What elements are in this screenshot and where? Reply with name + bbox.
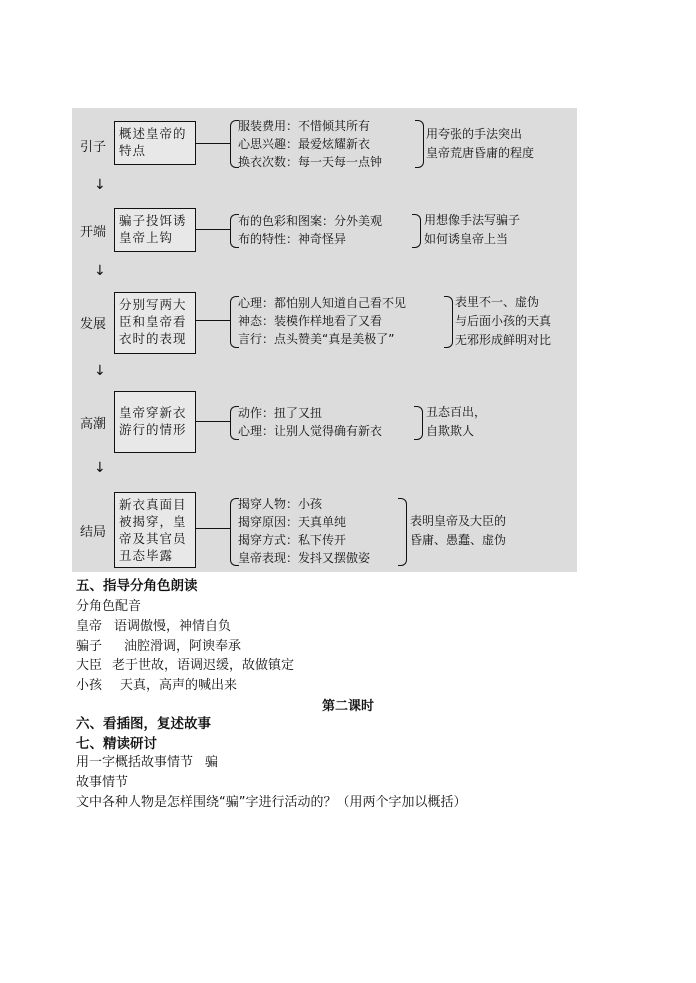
detail-item: 揭穿人物：小孩: [238, 497, 323, 511]
stage-details: [238, 212, 382, 248]
section-6-heading: 六、看插图，复述故事: [76, 716, 211, 732]
role-desc: 油腔滑调，阿谀奉承: [124, 639, 242, 654]
detail-item: 动作：扭了又扭: [238, 406, 323, 420]
summary-line: 用想像手法写骗子: [424, 213, 521, 227]
connector-line: [196, 421, 230, 422]
summary-line: 皇帝荒唐昏庸的程度: [426, 146, 535, 160]
role-desc: 语调傲慢，神情自负: [114, 619, 232, 634]
summary-line: 无邪形成鲜明对比: [455, 333, 552, 347]
stage-details: [238, 117, 382, 171]
summarize-prompt: 用一字概括故事情节: [76, 755, 194, 770]
stage-summary: [424, 211, 520, 249]
role-name: 骗子: [76, 639, 103, 654]
role-line: [76, 656, 294, 676]
detail-item: 揭穿方式：私下传开: [238, 533, 347, 547]
stage-summary: [410, 512, 506, 550]
connector-line: [196, 320, 230, 321]
stage-label: 发展: [80, 317, 107, 332]
detail-item: 布的色彩和图案：分外美观: [238, 214, 383, 228]
summary-line: 表里不一、虚伪: [455, 295, 540, 309]
section-5-subtitle: 分角色配音: [76, 599, 142, 614]
stage-box: 骗子投饵诱皇帝上钩: [114, 208, 196, 252]
detail-item: 换衣次数：每一天每一点钟: [238, 155, 383, 169]
stage-box: 皇帝穿新衣游行的情形: [114, 391, 196, 453]
summary-line: 与后面小孩的天真: [455, 314, 552, 328]
summary-line: 自欺欺人: [426, 424, 475, 438]
stage-label: 引子: [80, 140, 107, 155]
detail-item: 服装费用：不惜倾其所有: [238, 119, 371, 133]
brace: [412, 214, 421, 248]
detail-item: 心思兴趣：最爱炫耀新衣: [238, 137, 371, 151]
role-line: [76, 617, 231, 637]
stage-summary: [426, 403, 486, 441]
stage-box: 分别写两大臣和皇帝看衣时的表现: [114, 292, 196, 354]
stage-details: [238, 495, 370, 567]
summary-line: 如何诱皇帝上当: [424, 232, 509, 246]
role-name: 皇帝: [76, 619, 103, 634]
stage-label: 结局: [80, 525, 107, 540]
detail-item: 心理：都怕别人知道自己看不见: [238, 296, 407, 310]
connector-line: [196, 528, 230, 529]
summarize-line: [76, 753, 218, 773]
role-desc: 天真，高声的喊出来: [120, 678, 238, 693]
stage-summary: [426, 125, 534, 163]
detail-item: 揭穿原因：天真单纯: [238, 515, 347, 529]
detail-item: 心理：让别人觉得确有新衣: [238, 424, 383, 438]
summary-line: 表明皇帝及大臣的: [410, 514, 507, 528]
stage-details: [238, 294, 406, 348]
plot-label: 故事情节: [76, 775, 129, 790]
brace: [414, 406, 423, 440]
summary-line: 昏庸、愚蠢、虚伪: [410, 533, 507, 547]
summary-line: 丑态百出，: [426, 405, 487, 419]
connector-line: [196, 229, 230, 230]
down-arrow-icon: ↓: [94, 263, 106, 279]
stage-summary: [455, 293, 551, 350]
story-structure-diagram: [72, 108, 577, 572]
stage-box: 新衣真面目被揭穿，皇帝及其官员丑态毕露: [114, 492, 196, 568]
detail-item: 皇帝表现：发抖又摆傲姿: [238, 551, 371, 565]
stage-label: 高潮: [80, 417, 107, 432]
down-arrow-icon: ↓: [94, 363, 106, 379]
role-desc: 老于世故，语调迟缓，故做镇定: [112, 658, 295, 673]
detail-item: 神态：装模作样地看了又看: [238, 314, 383, 328]
summary-line: 用夸张的手法突出: [426, 127, 523, 141]
down-arrow-icon: ↓: [94, 177, 106, 193]
connector-line: [196, 143, 230, 144]
detail-item: 布的特性：神奇怪异: [238, 232, 347, 246]
brace: [398, 498, 407, 566]
role-name: 大臣: [76, 658, 103, 673]
role-line: [76, 637, 241, 657]
stage-details: [238, 404, 382, 440]
role-line: [76, 676, 237, 696]
section-7-heading: 七、精读研讨: [76, 736, 157, 752]
brace: [415, 120, 424, 168]
stage-box: 概述皇帝的特点: [114, 121, 196, 165]
down-arrow-icon: ↓: [94, 460, 106, 476]
summarize-answer: 骗: [205, 755, 219, 770]
question-line: 文中各种人物是怎样围绕“骗”字进行活动的？（用两个字加以概括）: [76, 795, 467, 810]
stage-label: 开端: [80, 225, 107, 240]
role-name: 小孩: [76, 678, 103, 693]
lesson-2-title: 第二课时: [321, 699, 374, 714]
detail-item: 言行：点头赞美“真是美极了”: [238, 332, 395, 346]
brace: [444, 296, 453, 348]
section-5-heading: 五、指导分角色朗读: [76, 578, 198, 594]
